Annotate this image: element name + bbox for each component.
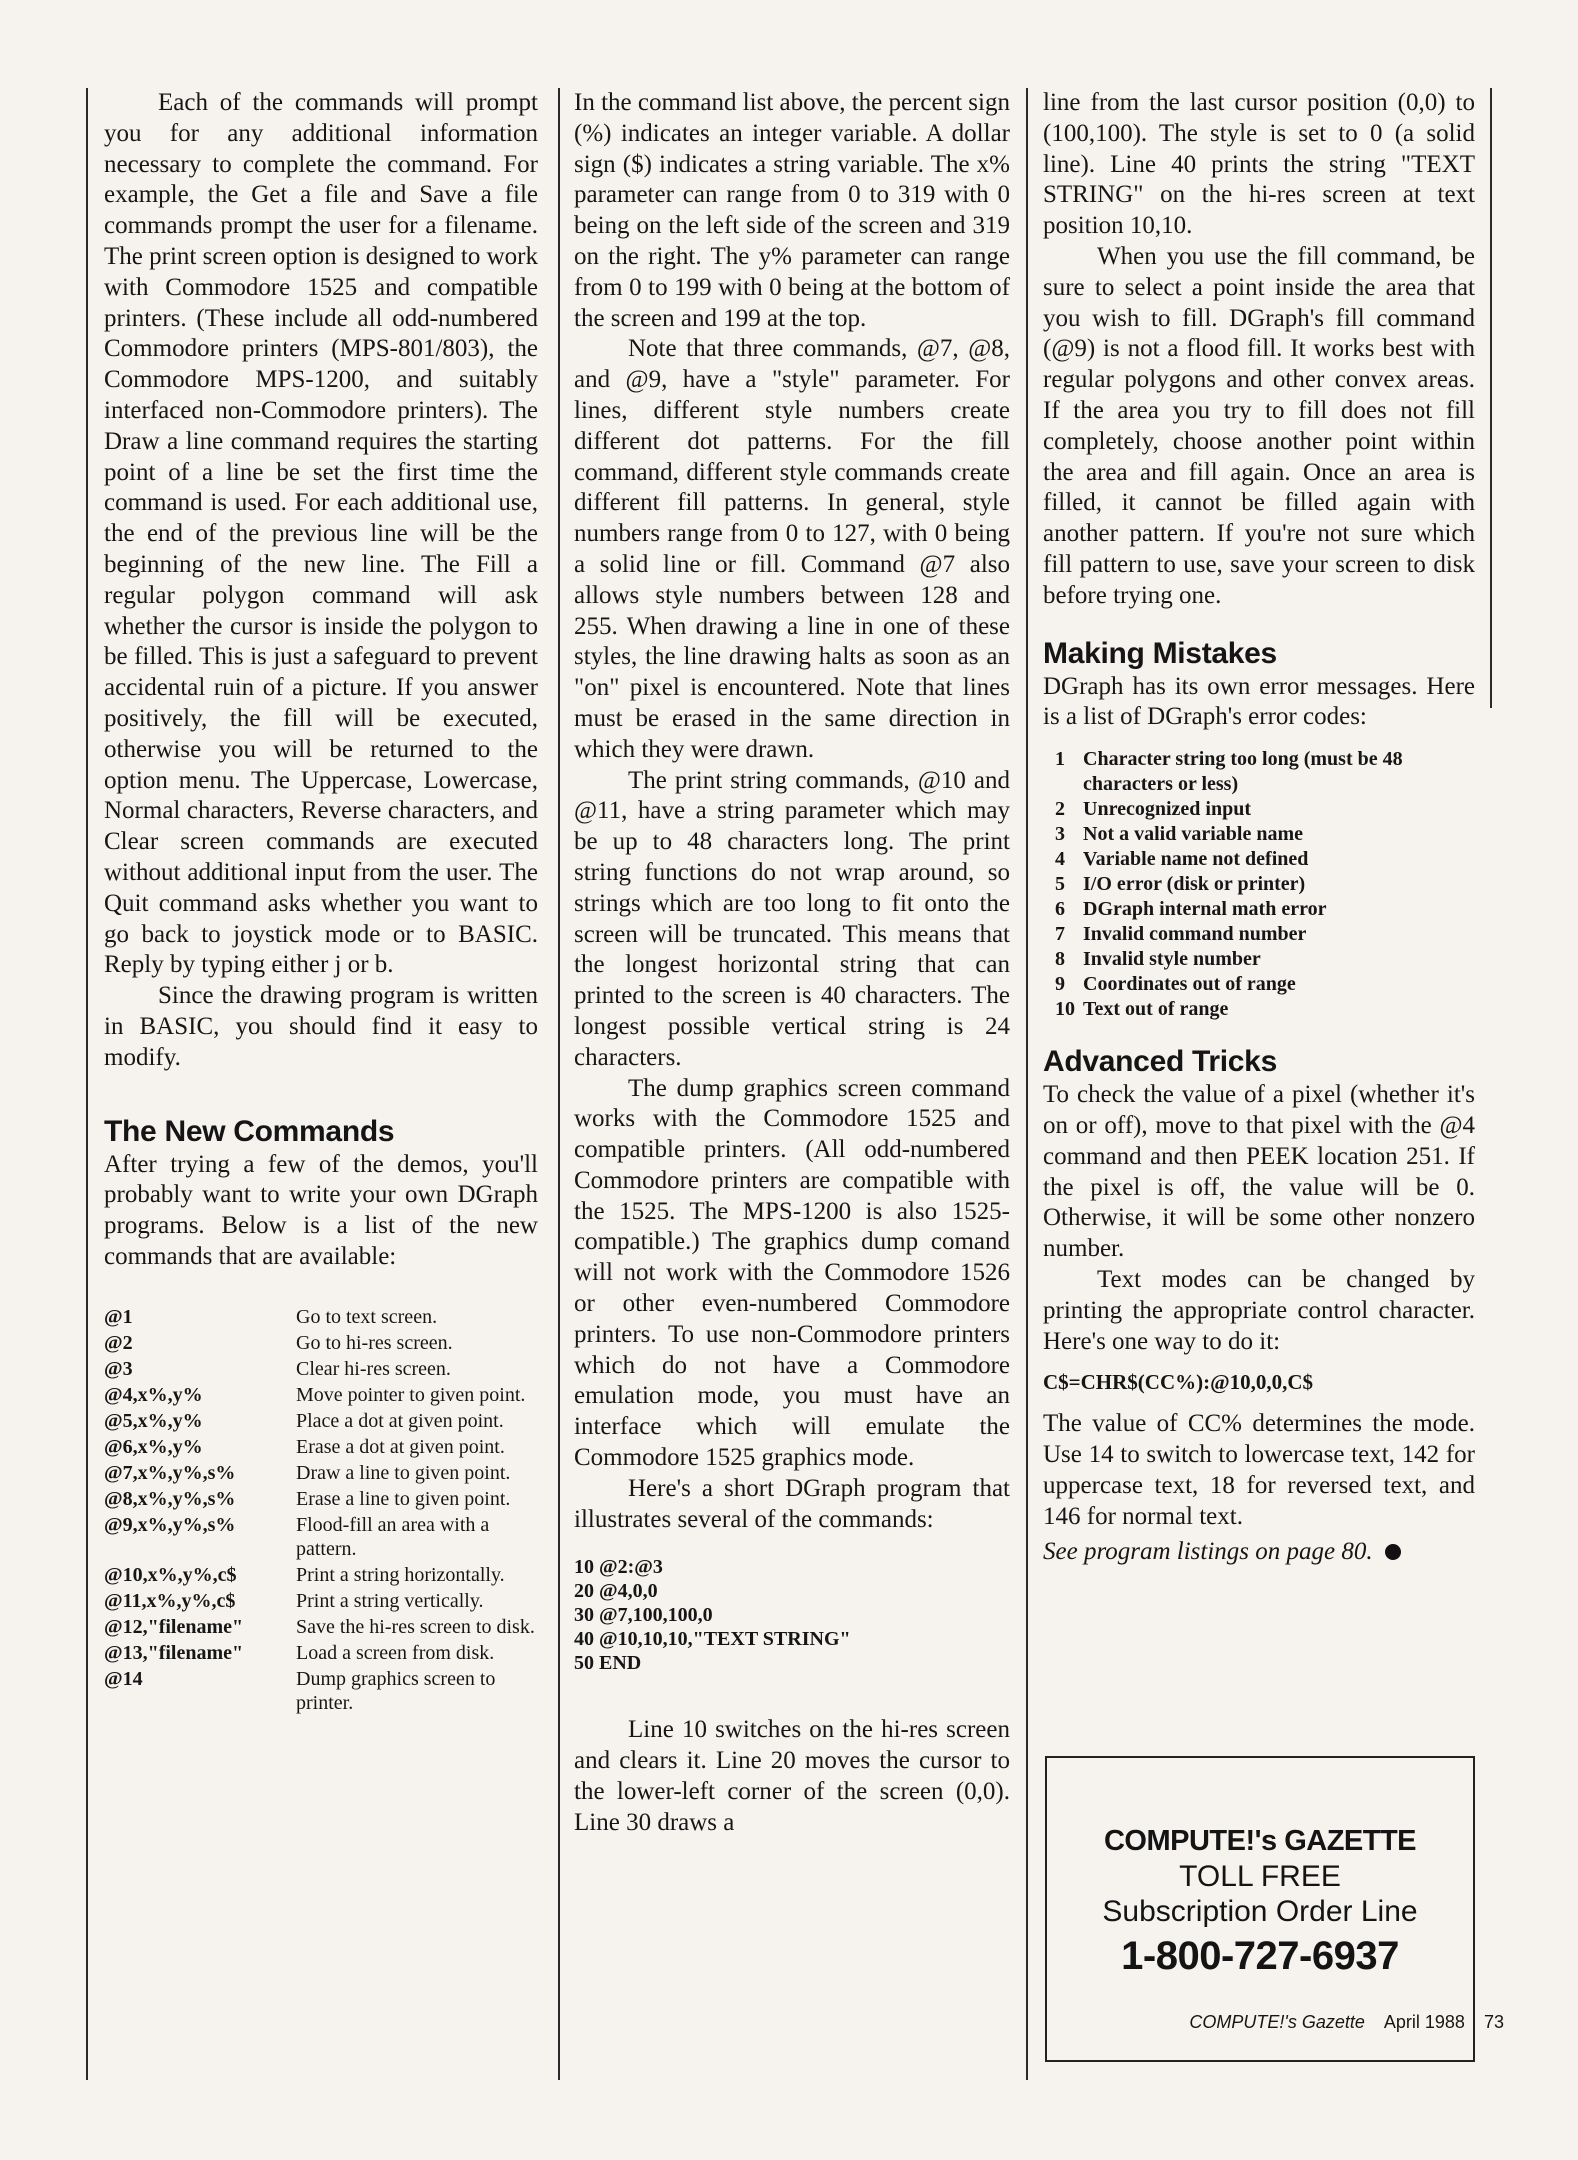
command-code: @9,x%,y%,s% bbox=[104, 1513, 236, 1536]
listing-line: 50 END bbox=[574, 1652, 642, 1675]
text-modes-paragraph: Text modes can be changed by printing the appropriate control character. Here's one way to do it: bbox=[1043, 1265, 1475, 1355]
error-row bbox=[1043, 822, 1475, 847]
footer-issue: April 1988 bbox=[1383, 2012, 1465, 2032]
error-code-list bbox=[1043, 747, 1475, 1022]
listing-explanation: Line 10 switches on the hi-res screen and clears it. Line 20 moves the cursor to the lower-left corner of the screen (0,0). Line 30 draws a bbox=[574, 1716, 1010, 1836]
error-row bbox=[1043, 922, 1475, 947]
column-rule-right bbox=[1026, 88, 1028, 2080]
fill-paragraph: When you use the fill command, be sure to select a point inside the area that you wish to fill. DGraph's fill command (@9) is not a flood fill. It works best with regular polygons and other convex areas. If the area you try to fill does not fill completely, choose another point within the area and fill again. Once an area is filled, it cannot be filled again with another pattern. If you're not sure which fill pattern to use, save your screen to disk before trying one. bbox=[1043, 242, 1475, 609]
error-text: Character string too long (must be 48 characters or less) bbox=[1083, 748, 1403, 796]
command-desc: Print a string horizontally. bbox=[296, 1563, 505, 1586]
ad-publication: COMPUTE!'s GAZETTE bbox=[1103, 1825, 1417, 1857]
page-number: 73 bbox=[1483, 2012, 1504, 2032]
command-desc: Go to hi-res screen. bbox=[296, 1331, 453, 1354]
ad-subscription-line: Subscription Order Line bbox=[1102, 1895, 1418, 1928]
error-row bbox=[1043, 972, 1475, 997]
command-row bbox=[104, 1615, 538, 1639]
command-desc: Draw a line to given point. bbox=[296, 1461, 511, 1484]
error-number: 7 bbox=[1055, 923, 1065, 946]
error-row bbox=[1043, 872, 1475, 897]
program-listing bbox=[574, 1555, 1010, 1675]
error-text: DGraph internal math error bbox=[1083, 898, 1327, 921]
command-row bbox=[104, 1409, 538, 1433]
advanced-tricks-heading: Advanced Tricks bbox=[1043, 1045, 1277, 1079]
command-row bbox=[104, 1589, 538, 1613]
command-code: @7,x%,y%,s% bbox=[104, 1461, 236, 1484]
command-row bbox=[104, 1563, 538, 1587]
command-desc: Flood-fill an area with a pattern. bbox=[296, 1513, 490, 1560]
error-number: 1 bbox=[1055, 748, 1065, 771]
command-desc: Go to text screen. bbox=[296, 1305, 438, 1328]
see-listings-text: See program listings on page 80. bbox=[1043, 1537, 1373, 1565]
error-row bbox=[1043, 747, 1475, 797]
column-1 bbox=[104, 88, 538, 1717]
error-text: Not a valid variable name bbox=[1083, 823, 1303, 846]
ad-toll-free: TOLL FREE bbox=[1179, 1860, 1341, 1893]
command-code: @4,x%,y% bbox=[104, 1383, 203, 1406]
listing-line: 40 @10,10,10,"TEXT STRING" bbox=[574, 1628, 851, 1651]
error-number: 8 bbox=[1055, 948, 1065, 971]
command-desc: Load a screen from disk. bbox=[296, 1641, 495, 1664]
command-row bbox=[104, 1461, 538, 1485]
command-code: @8,x%,y%,s% bbox=[104, 1487, 236, 1510]
dump-graphics-paragraph: The dump graphics screen command works with the Commodore 1525 and compatible printers. (All odd-numbered Commodore printers are compatible with the 1525. The MPS-1200 is also 1525-compatible.) The graphics dump comand will not work with the Commodore 1526 or other even-numbered Commodore printers. To use non-Commodore printers which do not have a Commodore emulation mode, you must have an interface which will emulate the Commodore 1525 graphics mode. bbox=[574, 1074, 1010, 1472]
column-rule-far-right bbox=[1490, 88, 1492, 708]
ad-phone-number: 1-800-727-6937 bbox=[1121, 1934, 1399, 1978]
command-row bbox=[104, 1435, 538, 1459]
column-rule-left bbox=[86, 88, 88, 2080]
column-2 bbox=[574, 88, 1010, 1839]
making-mistakes-heading: Making Mistakes bbox=[1043, 636, 1277, 670]
column-rule-middle bbox=[558, 88, 560, 2080]
listing-line: 20 @4,0,0 bbox=[574, 1580, 658, 1603]
error-number: 4 bbox=[1055, 848, 1065, 871]
command-row bbox=[104, 1383, 538, 1407]
error-text: Text out of range bbox=[1083, 998, 1229, 1021]
error-row bbox=[1043, 947, 1475, 972]
pixel-check-paragraph: To check the value of a pixel (whether it's on or off), move to that pixel with the @4 command and then PEEK location 251. If the pixel is off, the value will be 0. Otherwise, it will be some other nonzero number. bbox=[1043, 1081, 1475, 1263]
error-number: 3 bbox=[1055, 823, 1065, 846]
command-list bbox=[104, 1305, 538, 1715]
error-row bbox=[1043, 847, 1475, 872]
command-code: @1 bbox=[104, 1305, 133, 1328]
code-example: C$=CHR$(CC%):@10,0,0,C$ bbox=[1043, 1370, 1314, 1395]
command-desc: Clear hi-res screen. bbox=[296, 1357, 451, 1380]
command-desc: Erase a line to given point. bbox=[296, 1487, 511, 1510]
command-code: @14 bbox=[104, 1667, 143, 1690]
error-row bbox=[1043, 897, 1475, 922]
error-row bbox=[1043, 797, 1475, 822]
error-text: Variable name not defined bbox=[1083, 848, 1309, 871]
command-desc: Save the hi-res screen to disk. bbox=[296, 1615, 535, 1638]
see-listings-line bbox=[1043, 1537, 1475, 1568]
error-text: I/O error (disk or printer) bbox=[1083, 873, 1306, 896]
error-number: 6 bbox=[1055, 898, 1065, 921]
error-row bbox=[1043, 997, 1475, 1022]
listing-explanation-continued: line from the last cursor position (0,0) to (100,100). The style is set to 0 (a solid line). Line 40 prints the string "TEXT STRING" on the hi-res screen at text position 10,10. bbox=[1043, 89, 1475, 240]
error-number: 2 bbox=[1055, 798, 1065, 821]
command-row bbox=[104, 1667, 538, 1715]
command-code: @3 bbox=[104, 1357, 133, 1380]
error-text: Invalid command number bbox=[1083, 923, 1307, 946]
command-row bbox=[104, 1305, 538, 1329]
mode-values-paragraph: The value of CC% determines the mode. Use 14 to switch to lowercase text, 142 for uppercase text, 18 for reversed text, and 146 for normal text. bbox=[1043, 1410, 1475, 1530]
command-desc: Dump graphics screen to printer. bbox=[296, 1667, 496, 1714]
example-intro-paragraph: Here's a short DGraph program that illustrates several of the commands: bbox=[574, 1474, 1010, 1533]
command-row bbox=[104, 1487, 538, 1511]
command-code: @10,x%,y%,c$ bbox=[104, 1563, 237, 1586]
print-string-paragraph: The print string commands, @10 and @11, have a string parameter which may be up to 48 characters long. The print string functions do not wrap around, so strings which are too long to fit onto the screen will be truncated. This means that the longest horizontal string that can printed to the screen is 40 characters. The longest possible vertical string is 24 characters. bbox=[574, 766, 1010, 1071]
error-text: Unrecognized input bbox=[1083, 798, 1251, 821]
footer-publication: COMPUTE!'s Gazette bbox=[1189, 2012, 1365, 2032]
command-code: @6,x%,y% bbox=[104, 1435, 203, 1458]
error-number: 9 bbox=[1055, 973, 1065, 996]
listing-line: 30 @7,100,100,0 bbox=[574, 1604, 713, 1627]
errors-intro: DGraph has its own error messages. Here is a list of DGraph's error codes: bbox=[1043, 672, 1475, 731]
intro-paragraph: Each of the commands will prompt you for any additional information necessary to complete the command. For example, the Get a file and Save a file commands prompt the user for a filename. The print screen option is designed to work with Commodore 1525 and compatible printers. (These include all odd-numbered Commodore printers (MPS-801/803), the Commodore MPS-1200, and suitably interfaced non-Commodore printers). The Draw a line command requires the starting point of a line be set the first time the command is used. For each additional use, the end of the previous line will be the beginning of the new line. The Fill a regular polygon command will ask whether the cursor is inside the polygon to be filled. This is just a safeguard to prevent accidental ruin of a picture. If you answer positively, the fill will be executed, otherwise you will be returned to the option menu. The Uppercase, Lowercase, Normal characters, Reverse characters, and Clear screen commands are executed without additional input from the user. The Quit command asks whether you want to go back to joystick mode or to BASIC. Reply by typing either j or b. bbox=[104, 89, 538, 979]
error-number: 10 bbox=[1055, 998, 1075, 1021]
end-of-article-icon bbox=[1385, 1544, 1401, 1560]
style-paragraph: Note that three commands, @7, @8, and @9, have a "style" parameter. For lines, different style numbers create different dot patterns. For the fill command, different style commands create different fill patterns. In general, style numbers range from 0 to 127, with 0 being a solid line or fill. Command @7 also allows style numbers between 128 and 255. When drawing a line in one of these styles, the line drawing halts as soon as an "on" pixel is encountered. Note that lines must be erased in the same direction in which they were drawn. bbox=[574, 335, 1010, 763]
command-desc: Print a string vertically. bbox=[296, 1589, 484, 1612]
page-footer bbox=[1175, 2012, 1504, 2033]
new-commands-intro: After trying a few of the demos, you'll probably want to write your own DGraph programs. Below is a list of the new commands that are available: bbox=[104, 1150, 538, 1270]
command-desc: Place a dot at given point. bbox=[296, 1409, 504, 1432]
command-code: @13,"filename" bbox=[104, 1641, 244, 1664]
command-desc: Move pointer to given point. bbox=[296, 1383, 526, 1406]
parameter-paragraph: In the command list above, the percent sign (%) indicates an integer variable. A dollar sign ($) indicates a string variable. The x% parameter can range from 0 to 319 with 0 being on the left side of the screen and 319 on the right. The y% parameter can range from 0 to 199 with 0 being at the bottom of the screen and 199 at the top. bbox=[574, 89, 1010, 332]
column-3 bbox=[1043, 88, 1475, 1567]
command-row bbox=[104, 1641, 538, 1665]
new-commands-heading: The New Commands bbox=[104, 1114, 395, 1148]
command-row bbox=[104, 1513, 538, 1561]
command-row bbox=[104, 1357, 538, 1381]
error-text: Invalid style number bbox=[1083, 948, 1261, 971]
error-number: 5 bbox=[1055, 873, 1065, 896]
command-row bbox=[104, 1331, 538, 1355]
command-code: @5,x%,y% bbox=[104, 1409, 203, 1432]
listing-line: 10 @2:@3 bbox=[574, 1556, 663, 1579]
command-code: @2 bbox=[104, 1331, 133, 1354]
modify-paragraph: Since the drawing program is written in BASIC, you should find it easy to modify. bbox=[104, 982, 538, 1071]
command-desc: Erase a dot at given point. bbox=[296, 1435, 505, 1458]
error-text: Coordinates out of range bbox=[1083, 973, 1296, 996]
command-code: @12,"filename" bbox=[104, 1615, 244, 1638]
command-code: @11,x%,y%,c$ bbox=[104, 1589, 236, 1612]
